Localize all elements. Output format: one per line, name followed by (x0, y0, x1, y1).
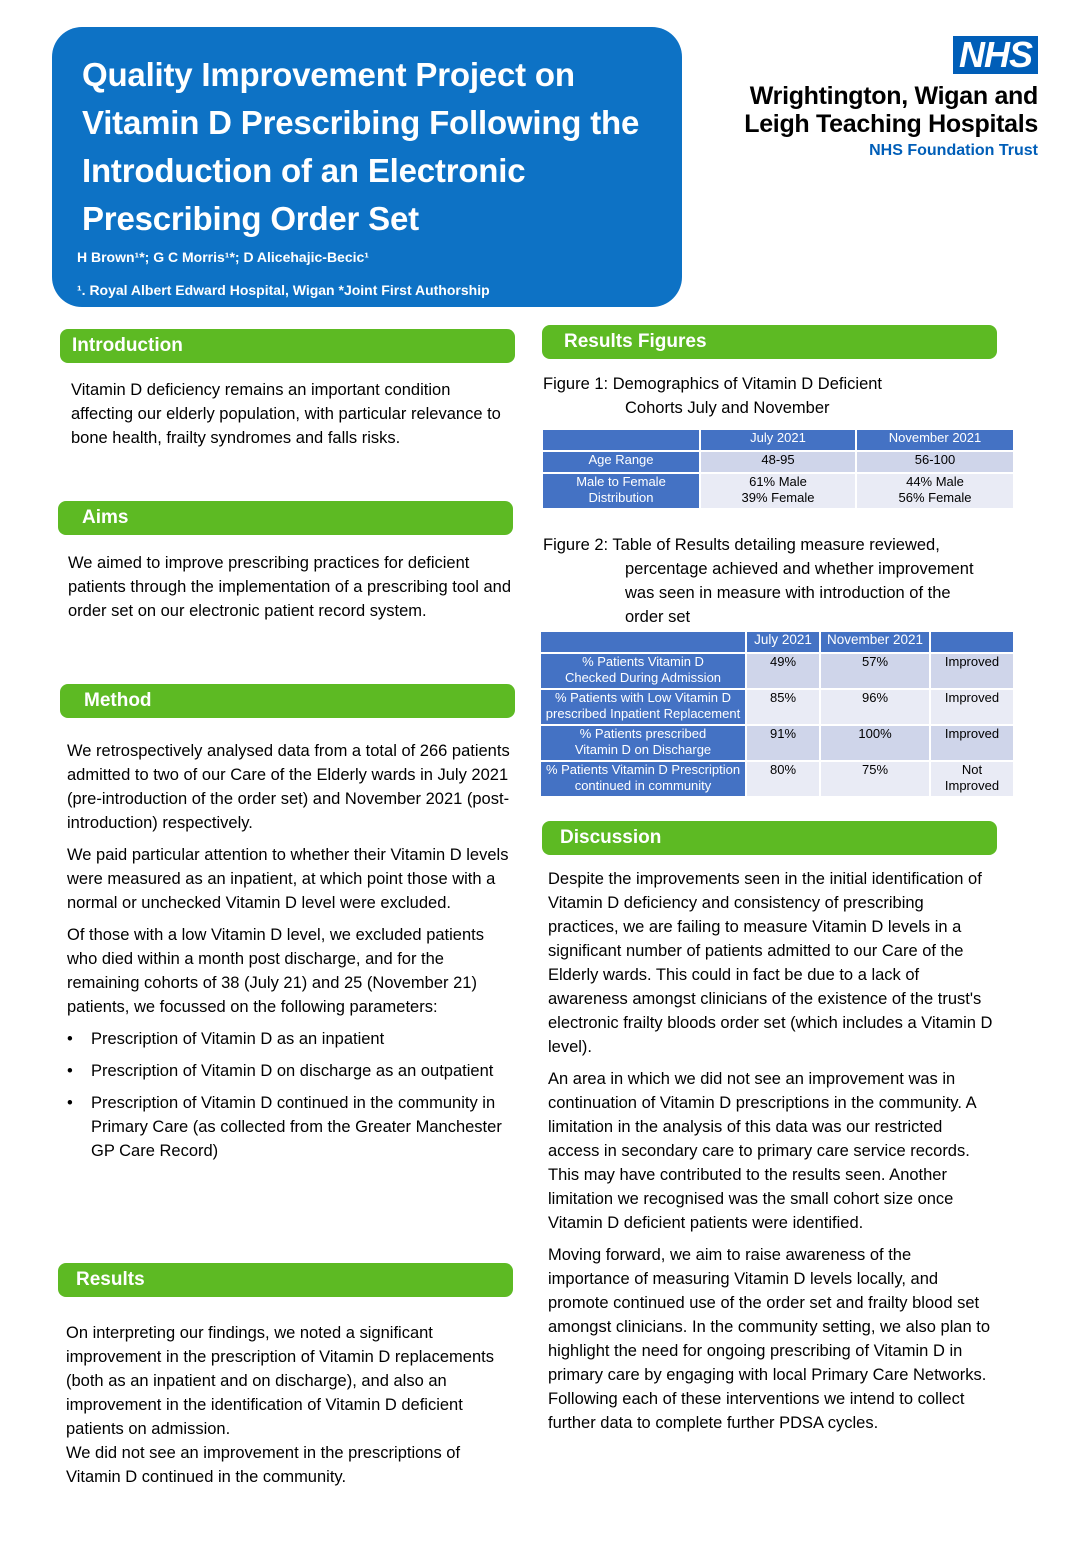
cell-line: 61% Male (749, 474, 807, 489)
table-header-cell (931, 632, 1013, 652)
method-paragraph: We paid particular attention to whether their Vitamin D levels were measured as an inpatient, at which point those with a normal or unchecked Vitamin D level were excluded. (67, 846, 509, 912)
aims-heading: Aims (58, 501, 513, 535)
table-cell: 48-95 (701, 452, 855, 472)
cell-line: 56% Female (898, 490, 972, 505)
list-item: • Prescription of Vitamin D as an inpatient (67, 1027, 517, 1051)
table-cell: 85% (747, 690, 819, 724)
discussion-paragraph: Moving forward, we aim to raise awareness of the importance of measuring Vitamin D levels locally, and promote continued use of the order set and frailty blood set amongst clinicians. In the community setting, we also plan to highlight the need for ongoing prescribing of Vitamin D in primary care by engaging with local Primary Care Networks. Following each of these interventions we intend to collect further data to complete further PDSA cycles. (548, 1246, 991, 1432)
figure1-caption-line: Figure 1: Demographics of Vitamin D Deficient (543, 375, 883, 393)
table-row (541, 762, 1013, 796)
row-label-line: continued in community (574, 778, 712, 793)
figure2-caption (543, 533, 1023, 629)
table-cell (857, 474, 1013, 508)
affiliation: ¹. Royal Albert Edward Hospital, Wigan *Joint First Authorship (77, 282, 490, 298)
method-heading: Method (60, 684, 515, 718)
table-row (543, 452, 1013, 472)
row-label (541, 726, 745, 760)
table-cell: 49% (747, 654, 819, 688)
aims-text: We aimed to improve prescribing practices for deficient patients through the implementation of a prescribing tool and order set on our electronic patient record system. (68, 554, 512, 620)
poster-title: Quality Improvement Project on Vitamin D Prescribing Following the Introduction of an Electronic Prescribing Order Set (82, 56, 640, 237)
method-paragraph: Of those with a low Vitamin D level, we excluded patients who died within a month post discharge, and for the remaining cohorts of 38 (July 21) and 25 (November 21) patients, we focussed on the following parameters: (67, 926, 484, 1016)
method-body (67, 739, 517, 1171)
results-text-2: We did not see an improvement in the prescriptions of Vitamin D continued in the community. (66, 1444, 461, 1486)
row-label (541, 762, 745, 796)
results-heading: Results (58, 1263, 513, 1297)
row-label-line: prescribed Inpatient Replacement (545, 706, 741, 721)
results-body (66, 1321, 516, 1489)
cell-line: 39% Female (741, 490, 815, 505)
table-cell: 57% (821, 654, 929, 688)
figure2-caption-line: Figure 2: Table of Results detailing measure reviewed, (543, 536, 940, 554)
table-cell: 91% (747, 726, 819, 760)
trust-name-line2: Leigh Teaching Hospitals (744, 110, 1038, 138)
list-item: • Prescription of Vitamin D on discharge as an outpatient (67, 1059, 517, 1083)
trust-name-line1: Wrightington, Wigan and (749, 82, 1038, 110)
figure1-caption-line: Cohorts July and November (625, 399, 830, 417)
row-label-line: % Patients with Low Vitamin D (554, 690, 732, 705)
table-row (541, 690, 1013, 724)
list-item: • Prescription of Vitamin D continued in the community in Primary Care (as collected from the Greater Manchester GP Care Record) (67, 1091, 517, 1163)
table-header-cell: November 2021 (857, 430, 1013, 450)
results-figures-heading: Results Figures (542, 325, 997, 359)
table-header-cell: July 2021 (701, 430, 855, 450)
row-label (543, 474, 699, 508)
table-row (541, 726, 1013, 760)
figure2-caption-line: order set (625, 608, 691, 626)
method-paragraph: We retrospectively analysed data from a total of 266 patients admitted to two of our Care of the Elderly wards in July 2021 (pre-introduction of the order set) and November 2021 (post-introduction) respectively. (67, 742, 510, 832)
trust-name (698, 82, 1038, 138)
discussion-paragraph: An area in which we did not see an improvement was in continuation of Vitamin D prescriptions in the community. A limitation in the analysis of this data was our restricted access in secondary care to primary care service records. This may have contributed to the results seen. Another limitation we recognised was the small cohort size once Vitamin D deficient patients were identified. (548, 1070, 976, 1232)
introduction-heading: Introduction (60, 329, 515, 363)
figure1-caption (543, 372, 1013, 420)
cell-line: 44% Male (906, 474, 964, 489)
status-cell: Improved (931, 726, 1013, 760)
row-label (541, 654, 745, 688)
table-row (543, 474, 1013, 508)
figure2-caption-line: percentage achieved and whether improvement (625, 560, 974, 578)
status-cell: Not Improved (931, 762, 1013, 796)
results-text: On interpreting our findings, we noted a significant improvement in the prescription of Vitamin D replacements (both as an inpatient and on discharge), and also an improvement in the identification of Vitamin D deficient patients on admission. (66, 1324, 494, 1438)
table-cell (701, 474, 855, 508)
trust-subtitle: NHS Foundation Trust (869, 142, 1038, 159)
figure2-caption-line: was seen in measure with introduction of the (625, 584, 951, 602)
table-cell: 75% (821, 762, 929, 796)
trust-logo (698, 36, 1038, 160)
row-label-line: Checked During Admission (564, 670, 722, 685)
row-label-line: Vitamin D on Discharge (574, 742, 712, 757)
table-header-cell: July 2021 (747, 632, 819, 652)
discussion-heading: Discussion (542, 821, 997, 855)
discussion-paragraph: Despite the improvements seen in the initial identification of Vitamin D deficiency and consistency of prescribing practices, we are failing to measure Vitamin D levels in a significant number of patients admitted to our Care of the Elderly wards. This could in fact be due to a lack of awareness amongst clinicians of the existence of the trust's electronic frailty bloods order set (which includes a Vitamin D level). (548, 870, 993, 1056)
table-header-cell: November 2021 (821, 632, 929, 652)
status-cell: Improved (931, 690, 1013, 724)
author-list: H Brown¹*; G C Morris¹*; D Alicehajic-Becic¹ (77, 249, 369, 265)
row-label-line: % Patients Vitamin D (582, 654, 704, 669)
table-header-cell (543, 430, 699, 450)
row-label (541, 690, 745, 724)
table-row (541, 654, 1013, 688)
row-label-line: Distribution (588, 490, 654, 505)
introduction-text: Vitamin D deficiency remains an important condition affecting our elderly population, with particular relevance to bone health, frailty syndromes and falls risks. (71, 381, 501, 447)
discussion-body (548, 867, 993, 1443)
parameter-list (67, 1027, 517, 1163)
table-cell: 100% (821, 726, 929, 760)
results-table (539, 630, 1015, 798)
nhs-logo-icon: NHS (953, 36, 1038, 74)
row-label-line: Male to Female (576, 474, 666, 489)
table-cell: 80% (747, 762, 819, 796)
status-cell: Improved (931, 654, 1013, 688)
row-label: Age Range (543, 452, 699, 472)
table-cell: 96% (821, 690, 929, 724)
row-label-line: % Patients prescribed (579, 726, 707, 741)
table-cell: 56-100 (857, 452, 1013, 472)
demographics-table (541, 428, 1015, 510)
table-header-cell (541, 632, 745, 652)
row-label-line: % Patients Vitamin D Prescription (545, 762, 741, 777)
title-banner (52, 27, 682, 307)
